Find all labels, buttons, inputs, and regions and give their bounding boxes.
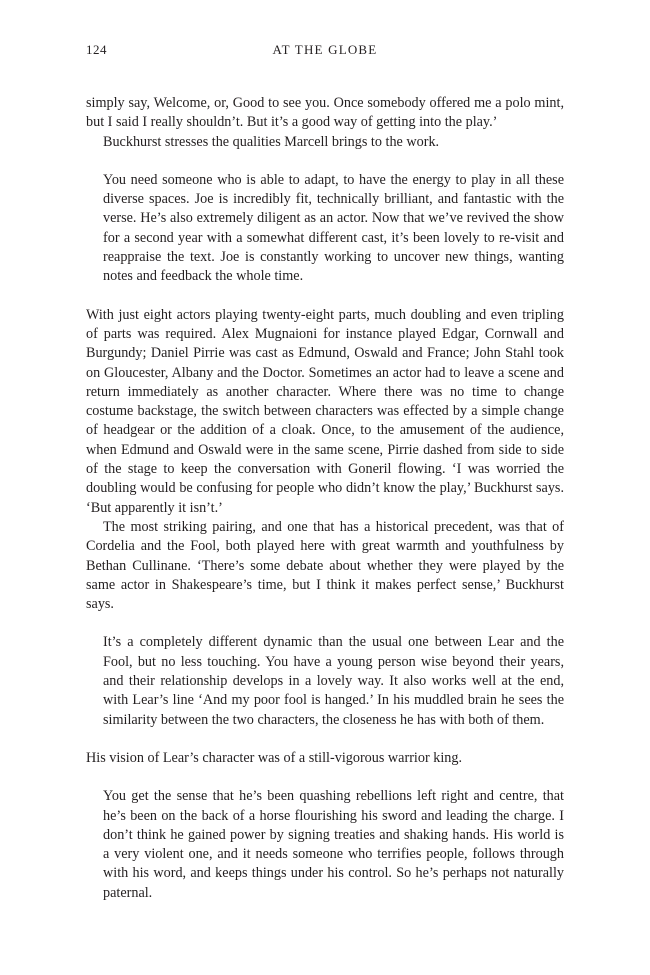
block-quote: It’s a completely different dynamic than the usual one between Lear and the Fool, but no less touching. You have a young person wise beyond their years, and their relationship develops in a lovely way. It also works well at the end, with Lear’s line ‘And my poor fool is hanged.’ In his muddled brain he sees the similarity between the two characters, the closeness he has with both of them.	[103, 634, 564, 728]
paragraph: The most striking pairing, and one that has a historical precedent, was that of Cordelia and the Fool, both played here with great warmth and youthfulness by Bethan Cullinane. ‘There’s some debate about whether they were played by the same actor in Shakespeare’s time, but I think it makes perfect sense,’ Buckhurst says.	[86, 518, 564, 613]
block-quote: You get the sense that he’s been quashing rebellions left right and centre, that he’s been on the back of a horse flourishing his sword and leading the charge. I don’t think he gained power by signing treaties and shaking hands. His world is a very violent one, and it needs someone who terrifies people, follows through with his word, and keeps things under his control. So he’s perhaps not naturally paternal.	[103, 788, 564, 901]
page-body	[86, 94, 564, 922]
running-head: AT THE GLOBE	[272, 42, 378, 57]
page-number: 124	[86, 42, 107, 57]
paragraph: His vision of Lear’s character was of a still-vigorous warrior king.	[86, 749, 462, 766]
block-quote: You need someone who is able to adapt, to have the energy to play in all these diverse spaces. Joe is incredibly fit, technically brilliant, and fantastic with the verse. He’s also extremely diligent as an actor. Now that we’ve revived the show for a second year with a somewhat different cast, it’s been lovely to re-visit and reappraise the text. Joe is constantly working to uncover new things, wanting notes and feedback the whole time.	[103, 171, 564, 285]
page-header	[86, 42, 564, 64]
paragraph: Buckhurst stresses the qualities Marcell brings to the work.	[103, 133, 440, 150]
paragraph-continued: simply say, Welcome, or, Good to see you. Once somebody offered me a polo mint, but I said I really shouldn’t. But it’s a good way of getting into the play.’	[86, 95, 564, 131]
paragraph: With just eight actors playing twenty-eight parts, much doubling and even tripling of parts was required. Alex Mugnaioni for instance played Edgar, Cornwall and Burgundy; Daniel Pirrie was cast as Edmund, Oswald and France; John Stahl took on Gloucester, Albany and the Doctor. Sometimes an actor had to leave a scene and return immediately as another character. Where there was no time to change costume backstage, the switch between characters was effected by a simple change of headgear or the addition of a cloak. Once, to the amusement of the audience, when Edmund and Oswald were in the same scene, Pirrie dashed from side to side of the stage to keep the conversation with Goneril flowing. ‘I was worried the doubling would be confusing for people who didn’t know the play,’ Buckhurst says. ‘But apparently it isn’t.’	[86, 306, 564, 516]
